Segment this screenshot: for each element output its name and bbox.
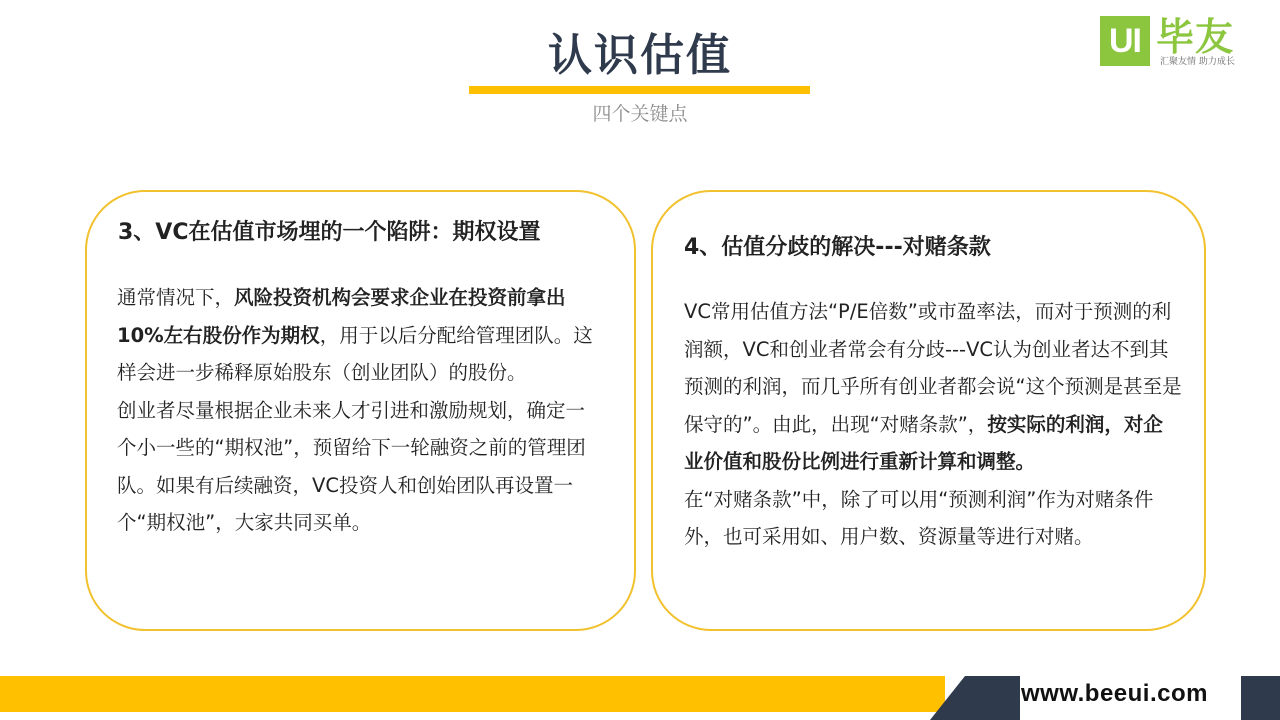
card-valuation-adjustment xyxy=(651,190,1206,631)
page-subtitle: 四个关键点 xyxy=(592,103,688,125)
logo-name: 毕友 xyxy=(1156,15,1235,59)
footer-yellow-band xyxy=(0,676,945,712)
logo-slogan: 汇聚友情 助力成长 xyxy=(1160,57,1235,67)
text-run: 创业者尽量根据企业未来人才引进和激励规划，确定一个小一些的“期权池”，预留给下一轮融资之前的管理团队。如果有后续融资，VC投资人和创始团队再设置一个“期权池”，大家共同买单。 xyxy=(117,398,586,534)
card-body xyxy=(117,279,603,542)
card-option-pool xyxy=(85,190,636,631)
bold-text: 风险投资机构会要求企业在投资前拿出10%左右股份作为期权 xyxy=(117,286,566,347)
logo-mark: UI xyxy=(1100,16,1150,66)
footer-url[interactable]: www.beeui.com xyxy=(1021,680,1208,707)
title-underline xyxy=(469,86,810,94)
card-body xyxy=(684,293,1182,556)
text-run: ，用于以后分配给管理团队。这样会进一步稀释原始股东（创业团队）的股份。 xyxy=(117,323,593,384)
text-run: 通常情况下， xyxy=(117,286,235,309)
card-title: 4、估值分歧的解决---对赌条款 xyxy=(684,235,991,260)
page-title: 认识估值 xyxy=(548,30,732,81)
card-paragraph xyxy=(684,481,1182,556)
card-title: 3、VC在估值市场埋的一个陷阱：期权设置 xyxy=(118,220,541,245)
text-run: VC常用估值方法“P/E倍数”或市盈率法，而对于预测的利润额，VC和创业者常会有分歧---VC认为创业者达不到其预测的利润，而几乎所有创业者都会说“这个预测是甚至是保守的”。由此，出现“对赌条款”， xyxy=(684,300,1182,436)
card-paragraph xyxy=(117,392,603,542)
text-run: 在“对赌条款”中，除了可以用“预测利润”作为对赌条件外，也可采用如、用户数、资源量等进行对赌。 xyxy=(684,487,1154,548)
brand-logo xyxy=(1100,16,1250,70)
footer-navy-block xyxy=(1241,676,1280,720)
bold-text: 按实际的利润，对企业价值和股份比例进行重新计算和调整。 xyxy=(684,412,1163,473)
card-paragraph xyxy=(117,279,603,392)
card-paragraph xyxy=(684,293,1182,481)
